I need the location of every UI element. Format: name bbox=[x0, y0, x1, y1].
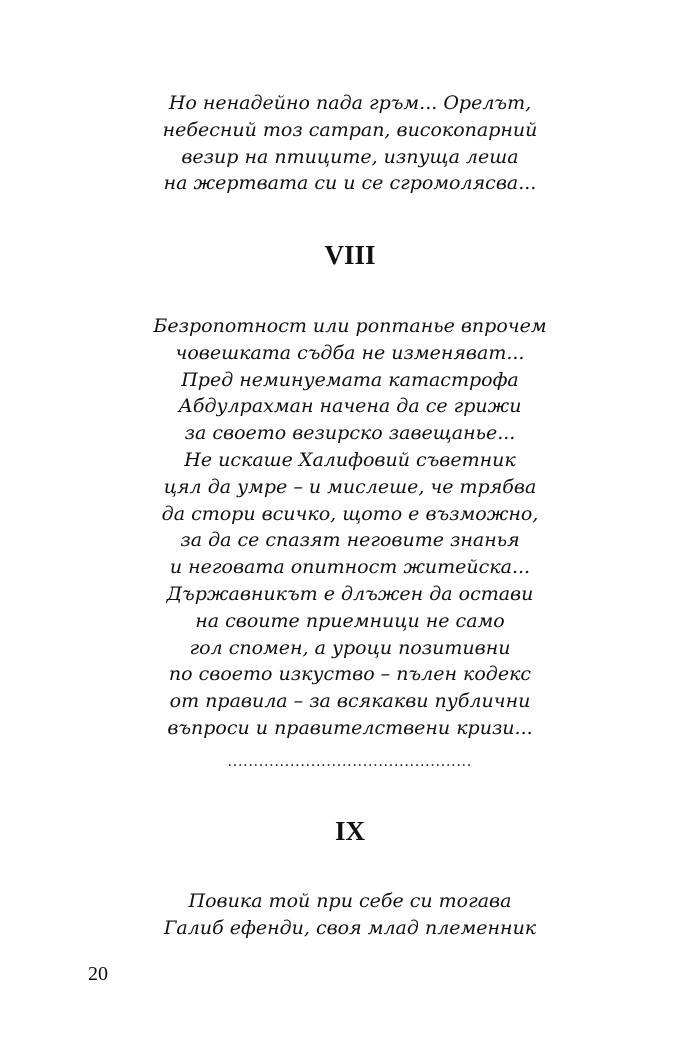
verse-line: Пред неминуемата катастрофа bbox=[181, 368, 519, 391]
verse-line: везир на птиците, изпуща леша bbox=[181, 145, 519, 168]
dotted-separator: ............................................... bbox=[227, 753, 473, 770]
section-heading-viii: VIII bbox=[324, 240, 376, 270]
stanza-ix bbox=[0, 888, 700, 942]
verse-line: на жертвата си и се сгромолясва... bbox=[163, 172, 537, 195]
verse-line: Държавникът е длъжен да остави bbox=[166, 582, 534, 605]
verse-line: Но ненадейно пада гръм... Орелът, bbox=[168, 92, 532, 114]
verse-line: Безропотност или роптанье впрочем bbox=[153, 315, 547, 337]
verse-line: Не искаше Халифовий съветник bbox=[184, 448, 516, 471]
verse-line: Абдулрахман начена да се грижи bbox=[178, 395, 522, 418]
verse-line: да стори всичко, щото е възможно, bbox=[161, 502, 539, 525]
verse-line: небесний тоз сатрап, високопарний bbox=[162, 118, 538, 141]
verse-line: цял да умре – и мислеше, че трябва bbox=[163, 475, 537, 498]
verse-line: от правила – за всякакви публични bbox=[169, 690, 531, 713]
verse-line: Галиб ефенди, своя млад племенник bbox=[163, 916, 537, 939]
verse-line: гол спомен, а уроци позитивни bbox=[189, 636, 511, 659]
section-heading-ix: IX bbox=[334, 816, 365, 846]
verse-line: човешката съдба не изменяват... bbox=[175, 341, 525, 364]
verse-line: и неговата опитност житейска... bbox=[169, 556, 531, 579]
verse-line: въпроси и правителствени кризи... bbox=[167, 716, 533, 739]
verse-line: Повика той при себе си тогава bbox=[188, 890, 512, 912]
stanza-viii bbox=[0, 313, 700, 742]
verse-line: за своето везирско завещанье... bbox=[184, 422, 516, 445]
page-number: 20 bbox=[88, 963, 108, 985]
verse-line: на своите приемници не само bbox=[195, 609, 505, 632]
verse-line: по своето изкуство – пълен кодекс bbox=[168, 663, 532, 686]
stanza-intro bbox=[0, 90, 700, 197]
verse-line: за да се спазят неговите знанья bbox=[180, 529, 520, 552]
